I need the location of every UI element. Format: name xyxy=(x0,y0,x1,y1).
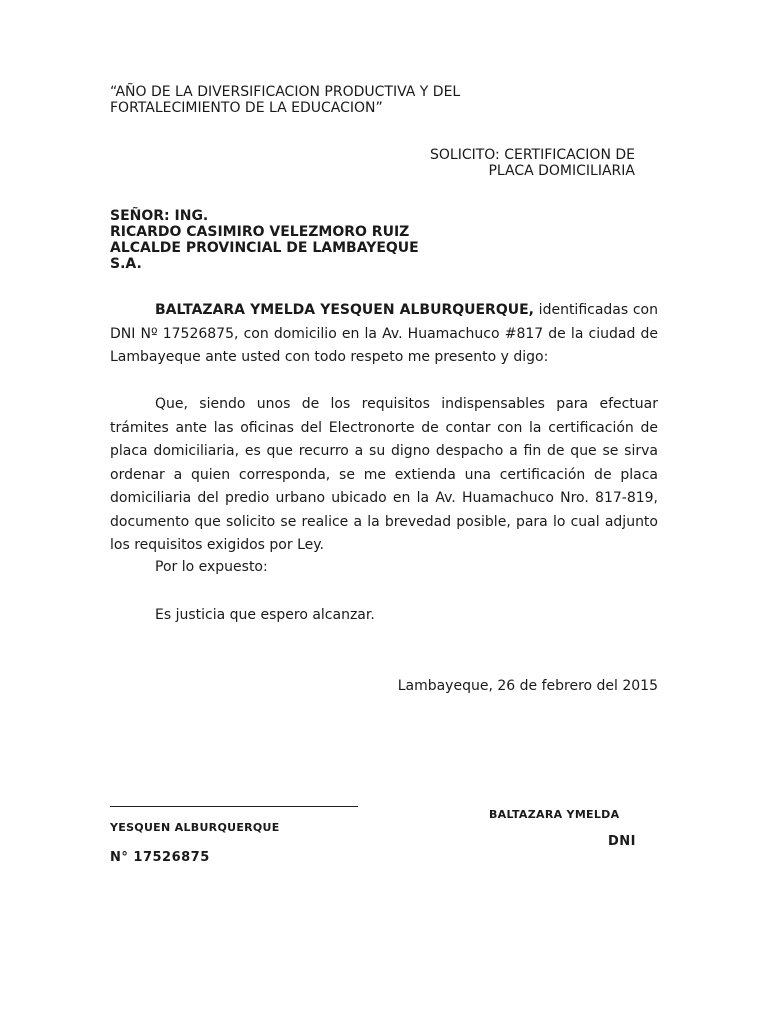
dni-number: N° 17526875 xyxy=(110,850,210,865)
addressee-abbreviation: S.A. xyxy=(110,256,142,272)
addressee-position: ALCALDE PROVINCIAL DE LAMBAYEQUE xyxy=(110,240,419,256)
applicant-name: BALTAZARA YMELDA YESQUEN ALBURQUERQUE, xyxy=(155,302,534,318)
year-motto-line-1: “AÑO DE LA DIVERSIFICACION PRODUCTIVA Y DEL xyxy=(110,84,461,100)
request-subject-line-1: SOLICITO: CERTIFICACION DE xyxy=(429,147,635,163)
intro-paragraph xyxy=(110,299,658,370)
intro-text: identificadas con DNI Nº 17526875, con domicilio en la Av. Huamachuco #817 de la ciudad de Lambayeque ante usted con todo respeto me presento y digo: xyxy=(110,302,658,365)
year-motto-line-2: FORTALECIMIENTO DE LA EDUCACION” xyxy=(110,100,383,116)
signer-name-part-1: BALTAZARA YMELDA xyxy=(489,808,620,821)
year-motto xyxy=(110,84,630,116)
signer-name-part-2: YESQUEN ALBURQUERQUE xyxy=(110,821,280,834)
closing-line-2: Es justicia que espero alcanzar. xyxy=(155,607,375,623)
addressee-salutation: SEÑOR: ING. xyxy=(110,208,209,224)
request-subject xyxy=(380,147,635,179)
request-subject-line-2: PLACA DOMICILIARIA xyxy=(488,163,635,179)
addressee-name: RICARDO CASIMIRO VELEZMORO RUIZ xyxy=(110,224,410,240)
signature-line xyxy=(110,806,358,807)
closing-line-1: Por lo expuesto: xyxy=(155,559,268,575)
place-date: Lambayeque, 26 de febrero del 2015 xyxy=(397,678,658,694)
dni-label: DNI xyxy=(608,834,637,849)
addressee-block xyxy=(110,208,610,272)
request-paragraph: Que, siendo unos de los requisitos indispensables para efectuar trámites ante las oficinas del Electronorte de contar con la certificación de placa domiciliaria, es que recurro a su digno despacho a fin de que se sirva ordenar a quien corresponda, se me extienda una certificación de placa domiciliaria del predio urbano ubicado en la Av. Huamachuco Nro. 817-819, documento que solicito se realice a la brevedad posible, para lo cual adjunto los requisitos exigidos por Ley. xyxy=(110,396,658,553)
